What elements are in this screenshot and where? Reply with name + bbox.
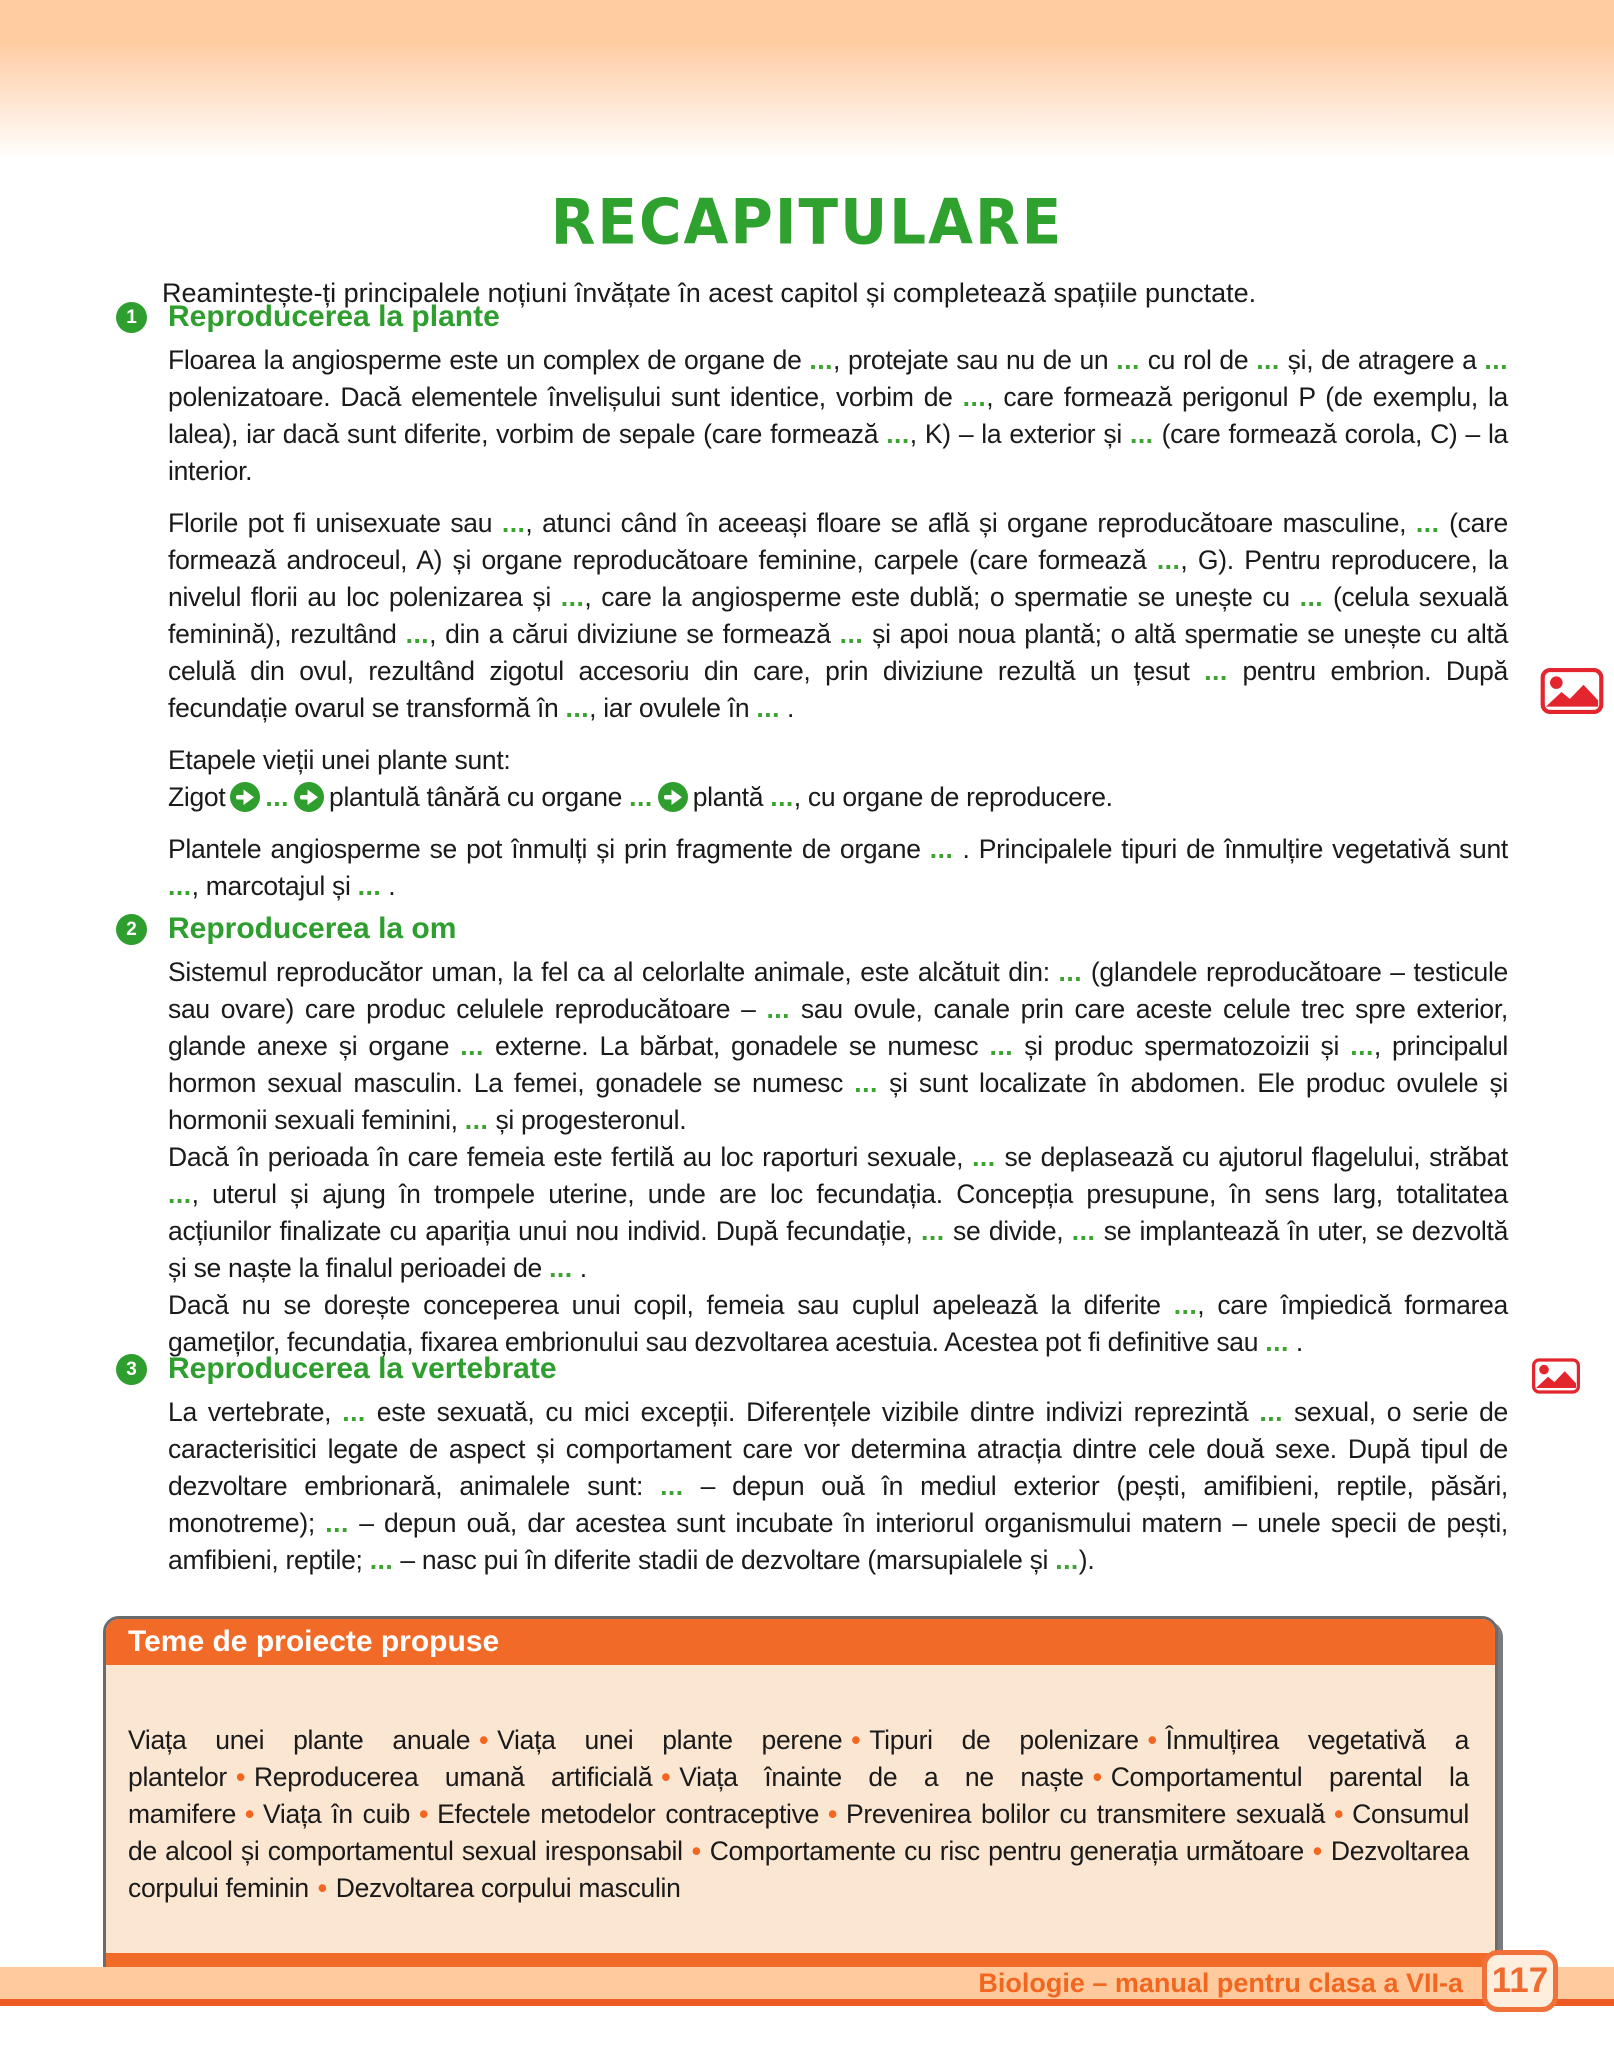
paragraph: Dacă nu se dorește conceperea unui copil, femeia sau cuplul apelează la diferite ..., care împiedică formarea gameților, fecundația, fixarea embrionului sau dezvoltarea acestuia. Acestea pot fi definitive sau ... . bbox=[168, 1290, 1508, 1357]
blank-dots: ... bbox=[405, 619, 430, 649]
project-topic: Viața unei plante perene bbox=[497, 1724, 843, 1755]
project-topic: Dezvoltarea corpului feminin bbox=[128, 1835, 1469, 1903]
arrow-icon bbox=[230, 782, 260, 812]
blank-dots: ... bbox=[854, 1068, 878, 1098]
image-placeholder-icon bbox=[1540, 668, 1604, 714]
bullet-separator: • bbox=[828, 1798, 838, 1829]
blank-dots: ... bbox=[342, 1397, 366, 1427]
blank-dots: ... bbox=[501, 508, 526, 538]
section-number-badge: 3 bbox=[116, 1354, 147, 1385]
section-heading-row bbox=[126, 1352, 1508, 1386]
blank-dots: ... bbox=[565, 693, 590, 723]
blank-dots: ... bbox=[921, 1216, 945, 1246]
bullet-separator: • bbox=[1147, 1724, 1157, 1755]
project-topic: Viața înainte de a ne naște bbox=[679, 1761, 1084, 1792]
blank-dots: ... bbox=[1071, 1216, 1096, 1246]
blank-dots: ... bbox=[1156, 545, 1181, 575]
bullet-separator: • bbox=[235, 1761, 245, 1792]
paragraph: La vertebrate, ... este sexuată, cu mici excepții. Diferențele vizibile dintre indivizi reprezintă ... sexual, o serie de caracterisitici legate de aspect și comportament care vor determina atracția dintre cele două sexe. După tipul de dezvoltare embrionară, animalele sunt: ... – depun ouă în mediul exterior (pești, amifibieni, reptile, păsări, monotreme); ... – depun ouă, dar acestea sunt incubate în interiorul organismului matern – unele specii de pești, amfibieni, reptile; ... – nasc pui în diferite stadii de dezvoltare (marsupialele și ...). bbox=[168, 1397, 1508, 1575]
project-topic: Viața unei plante anuale bbox=[128, 1724, 471, 1755]
project-topics-box bbox=[103, 1616, 1498, 1982]
blank-dots: ... bbox=[1256, 345, 1280, 375]
blank-dots: ... bbox=[1058, 957, 1083, 987]
blank-dots: ... bbox=[460, 1031, 484, 1061]
blank-dots: ... bbox=[265, 782, 290, 812]
blank-dots: ... bbox=[560, 582, 585, 612]
blank-dots: ... bbox=[168, 871, 192, 901]
blank-dots: ... bbox=[770, 782, 794, 812]
blank-dots: ... bbox=[1129, 419, 1154, 449]
bullet-separator: • bbox=[1334, 1798, 1344, 1829]
bullet-separator: • bbox=[1312, 1835, 1322, 1866]
intro-text: Reamintește-ți principalele noțiuni învățate în acest capitol și completează spațiile punctate. bbox=[162, 278, 1257, 308]
blank-dots: ... bbox=[886, 419, 910, 449]
project-topic: Comportamente cu risc pentru generația următoare bbox=[709, 1835, 1304, 1866]
blank-dots: ... bbox=[1415, 508, 1440, 538]
section bbox=[126, 912, 1509, 1361]
section bbox=[126, 300, 1509, 905]
section-heading-row bbox=[126, 912, 1508, 946]
section bbox=[126, 1352, 1508, 1579]
bullet-separator: • bbox=[317, 1872, 327, 1903]
blank-dots: ... bbox=[1299, 582, 1324, 612]
blank-dots: ... bbox=[809, 345, 834, 375]
project-topic: Consumul de alcool și comportamentul sexual iresponsabil bbox=[128, 1798, 1470, 1866]
project-topic: Efectele metodelor contraceptive bbox=[437, 1798, 820, 1829]
blank-dots: ... bbox=[929, 834, 954, 864]
blank-dots: ... bbox=[464, 1105, 489, 1135]
section-number-badge: 2 bbox=[116, 914, 147, 945]
bullet-separator: • bbox=[245, 1798, 255, 1829]
section-heading: Reproducerea la vertebrate bbox=[168, 1352, 557, 1385]
bullet-separator: • bbox=[419, 1798, 429, 1829]
blank-dots: ... bbox=[989, 1031, 1014, 1061]
project-topic: Comportamentul parental la mamifere bbox=[128, 1761, 1469, 1829]
blank-dots: ... bbox=[1116, 345, 1140, 375]
paragraph: Etapele vieții unei plante sunt: bbox=[168, 745, 511, 775]
project-topic: Înmulțirea vegetativă a plantelor bbox=[128, 1724, 1470, 1792]
blank-dots: ... bbox=[357, 871, 382, 901]
paragraph: Florile pot fi unisexuate sau ..., atunci când în aceeași floare se află și organe reproducătoare masculine, ... (care formează androceul, A) și organe reproducătoare feminine, carpele (care formează ..., G). Pentru reproducere, la nivelul florii au loc polenizarea și ..., care la angiosperme este dublă; o spermatie se unește cu ... (celula sexuală feminină), rezultând ..., din a cărui diviziune se formează ... și apoi noua plantă; o altă spermatie se unește cu altă celulă din ovul, rezultând zigotul accesoriu din care, prin diviziune rezultă un țesut ... pentru embrion. După fecundație ovarul se transformă în ..., iar ovulele în ... . bbox=[168, 508, 1509, 723]
blank-dots: ... bbox=[549, 1253, 573, 1283]
project-topic: Dezvoltarea corpului masculin bbox=[335, 1872, 681, 1903]
blank-dots: ... bbox=[1265, 1327, 1289, 1357]
blank-dots: ... bbox=[369, 1545, 394, 1575]
blank-dots: ... bbox=[972, 1142, 996, 1172]
paragraph: Zigot ... plantulă tânără cu organe ... plantă ..., cu organe de reproducere. bbox=[168, 782, 1113, 812]
footer-rule bbox=[0, 1999, 1614, 2006]
section-number-badge: 1 bbox=[116, 302, 147, 333]
blank-dots: ... bbox=[168, 1179, 192, 1209]
bullet-separator: • bbox=[661, 1761, 671, 1792]
paragraph: Dacă în perioada în care femeia este fertilă au loc raporturi sexuale, ... se deplasează cu ajutorul flagelului, străbat ..., uterul și ajung în trompele uterine, unde are loc fecundația. Concepția presupune, în sens larg, totalitatea acțiunilor finalizate cu apariția unui nou individ. După fecundație, ... se divide, ... se implantează în uter, se dezvoltă și se naște la finalul perioadei de ... . bbox=[168, 1142, 1509, 1283]
bullet-separator: • bbox=[851, 1724, 861, 1755]
paragraph: Plantele angiosperme se pot înmulți și prin fragmente de organe ... . Principalele tipuri de înmulțire vegetativă sunt ..., marcotajul și ... . bbox=[168, 834, 1508, 901]
project-topic: Reproducerea umană artificială bbox=[253, 1761, 653, 1792]
paragraph: Sistemul reproducător uman, la fel ca al celorlalte animale, este alcătuit din: ... (glandele reproducătoare – testicule sau ovare) care produc celulele reproducătoare – ... sau ovule, canale prin care aceste celule trec spre exterior, glande anexe și organe ... externe. La bărbat, gonadele se numesc ... și produc spermatozoizii și ..., principalul hormon sexual masculin. La femei, gonadele se numesc ... și sunt localizate în abdomen. Ele produc ovulele și hormonii sexuali feminini, ... și progesteronul. bbox=[168, 957, 1509, 1135]
bullet-separator: • bbox=[479, 1724, 489, 1755]
paragraph: Floarea la angiosperme este un complex de organe de ..., protejate sau nu de un ... cu rol de ... și, de atragere a ... polenizatoare. Dacă elementele învelișului sunt identice, vorbim de ..., care formează perigonul P (de exemplu, la lalea), iar dacă sunt diferite, vorbim de sepale (care formează ..., K) – la exterior și ... (care formează corola, C) – la interior. bbox=[168, 345, 1508, 486]
blank-dots: ... bbox=[1350, 1031, 1374, 1061]
blank-dots: ... bbox=[766, 994, 791, 1024]
project-topic: Prevenirea bolilor cu transmitere sexuală bbox=[846, 1798, 1326, 1829]
arrow-icon bbox=[658, 782, 688, 812]
bullet-separator: • bbox=[1092, 1761, 1102, 1792]
project-topic: Tipuri de polenizare bbox=[869, 1724, 1139, 1755]
blank-dots: ... bbox=[1055, 1545, 1079, 1575]
blank-dots: ... bbox=[756, 693, 780, 723]
blank-dots: ... bbox=[1204, 656, 1228, 686]
page-title: RECAPITULARE bbox=[550, 184, 1064, 259]
section-heading: Reproducerea la om bbox=[168, 912, 457, 945]
blank-dots: ... bbox=[1173, 1290, 1198, 1320]
project-topic: Viața în cuib bbox=[263, 1798, 411, 1829]
book-title: Biologie – manual pentru clasa a VII-a bbox=[978, 1968, 1463, 1998]
blank-dots: ... bbox=[629, 782, 653, 812]
bullet-separator: • bbox=[691, 1835, 701, 1866]
blank-dots: ... bbox=[660, 1471, 684, 1501]
section-heading: Reproducerea la plante bbox=[168, 300, 500, 333]
blank-dots: ... bbox=[962, 382, 987, 412]
blank-dots: ... bbox=[325, 1508, 349, 1538]
blank-dots: ... bbox=[1484, 345, 1508, 375]
blank-dots: ... bbox=[1259, 1397, 1283, 1427]
project-box-header: Teme de proiecte propuse bbox=[106, 1619, 1495, 1665]
blank-dots: ... bbox=[839, 619, 864, 649]
image-placeholder-icon bbox=[1532, 1352, 1580, 1400]
section-heading-row bbox=[126, 300, 1508, 334]
page-number-badge: 117 bbox=[1482, 1950, 1558, 2012]
project-topics-list bbox=[106, 1692, 1495, 1927]
arrow-icon bbox=[294, 782, 324, 812]
